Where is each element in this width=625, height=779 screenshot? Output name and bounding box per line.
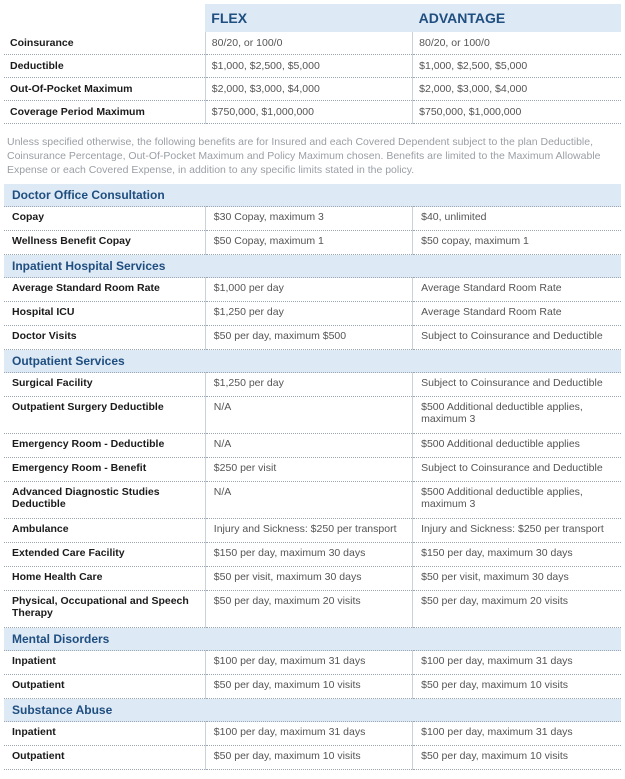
benefit-row — [4, 231, 621, 255]
benefit-row — [4, 675, 621, 699]
benefit-flex-value: $100 per day, maximum 31 days — [205, 722, 412, 746]
summary-row-advantage-value: 80/20, or 100/0 — [413, 32, 621, 55]
benefit-advantage-value: Injury and Sickness: $250 per transport — [413, 519, 621, 543]
summary-row-flex-value: $750,000, $1,000,000 — [205, 101, 412, 124]
benefit-flex-value: $50 Copay, maximum 1 — [205, 231, 412, 255]
benefit-row — [4, 397, 621, 434]
summary-row-flex-value: $1,000, $2,500, $5,000 — [205, 55, 412, 78]
summary-row — [4, 55, 621, 78]
summary-row-advantage-value: $1,000, $2,500, $5,000 — [413, 55, 621, 78]
section-title: Doctor Office Consultation — [4, 184, 621, 207]
summary-header-blank — [4, 4, 205, 32]
benefit-flex-value: $100 per day, maximum 31 days — [205, 651, 412, 675]
benefit-advantage-value: $50 per day, maximum 10 visits — [413, 746, 621, 770]
benefits-comparison-page — [4, 0, 621, 770]
benefit-label: Copay — [4, 207, 205, 231]
benefit-advantage-value: Subject to Coinsurance and Deductible — [413, 373, 621, 397]
summary-table — [4, 4, 621, 124]
section-header-row — [4, 184, 621, 207]
benefit-label: Wellness Benefit Copay — [4, 231, 205, 255]
summary-row-label: Coinsurance — [4, 32, 205, 55]
benefit-label: Extended Care Facility — [4, 543, 205, 567]
benefit-advantage-value: $50 copay, maximum 1 — [413, 231, 621, 255]
benefit-flex-value: $50 per day, maximum $500 — [205, 326, 412, 350]
benefit-label: Hospital ICU — [4, 302, 205, 326]
benefit-row — [4, 278, 621, 302]
benefit-row — [4, 746, 621, 770]
benefit-row — [4, 651, 621, 675]
benefit-label: Emergency Room - Deductible — [4, 434, 205, 458]
benefit-advantage-value: $50 per day, maximum 20 visits — [413, 591, 621, 628]
benefit-advantage-value: $50 per visit, maximum 30 days — [413, 567, 621, 591]
benefit-advantage-value: Subject to Coinsurance and Deductible — [413, 326, 621, 350]
benefit-advantage-value: $500 Additional deductible applies — [413, 434, 621, 458]
benefit-label: Average Standard Room Rate — [4, 278, 205, 302]
summary-row — [4, 32, 621, 55]
section-header-row — [4, 350, 621, 373]
summary-header-row — [4, 4, 621, 32]
benefit-row — [4, 567, 621, 591]
summary-row — [4, 101, 621, 124]
section-header-row — [4, 699, 621, 722]
benefit-label: Outpatient — [4, 675, 205, 699]
section-header-row — [4, 628, 621, 651]
benefit-row — [4, 482, 621, 519]
benefit-row — [4, 591, 621, 628]
benefits-table — [4, 184, 621, 770]
benefit-flex-value: $50 per day, maximum 20 visits — [205, 591, 412, 628]
benefits-note: Unless specified otherwise, the following benefits are for Insured and each Covered Dependent subject to the plan Deductible, Coinsurance Percentage, Out-Of-Pocket Maximum and Policy Maximum chosen. Benefits are limited to the Maximum Allowable Expense or each Covered Expense, in addition to any specific limits stated in the policy. — [7, 136, 601, 176]
benefit-label: Outpatient Surgery Deductible — [4, 397, 205, 434]
benefit-flex-value: $150 per day, maximum 30 days — [205, 543, 412, 567]
benefit-advantage-value: $500 Additional deductible applies, maximum 3 — [413, 482, 621, 519]
benefit-row — [4, 434, 621, 458]
section-title: Substance Abuse — [4, 699, 621, 722]
benefit-label: Emergency Room - Benefit — [4, 458, 205, 482]
benefit-label: Inpatient — [4, 722, 205, 746]
benefit-row — [4, 722, 621, 746]
benefit-advantage-value: $100 per day, maximum 31 days — [413, 722, 621, 746]
benefit-label: Surgical Facility — [4, 373, 205, 397]
benefit-label: Physical, Occupational and Speech Therapy — [4, 591, 205, 628]
benefit-row — [4, 207, 621, 231]
section-title: Outpatient Services — [4, 350, 621, 373]
benefit-flex-value: $30 Copay, maximum 3 — [205, 207, 412, 231]
summary-row-label: Deductible — [4, 55, 205, 78]
benefit-flex-value: $50 per visit, maximum 30 days — [205, 567, 412, 591]
section-header-row — [4, 255, 621, 278]
flex-plan-header: FLEX — [205, 4, 412, 32]
summary-row-flex-value: 80/20, or 100/0 — [205, 32, 412, 55]
benefit-advantage-value: $40, unlimited — [413, 207, 621, 231]
benefit-advantage-value: $100 per day, maximum 31 days — [413, 651, 621, 675]
benefit-flex-value: N/A — [205, 482, 412, 519]
benefit-advantage-value: $500 Additional deductible applies, maximum 3 — [413, 397, 621, 434]
summary-row-flex-value: $2,000, $3,000, $4,000 — [205, 78, 412, 101]
benefit-row — [4, 373, 621, 397]
summary-row — [4, 78, 621, 101]
benefit-flex-value: $1,250 per day — [205, 373, 412, 397]
benefit-row — [4, 543, 621, 567]
benefit-advantage-value: Average Standard Room Rate — [413, 278, 621, 302]
benefit-advantage-value: Average Standard Room Rate — [413, 302, 621, 326]
benefit-label: Advanced Diagnostic Studies Deductible — [4, 482, 205, 519]
summary-row-label: Out-Of-Pocket Maximum — [4, 78, 205, 101]
benefit-label: Outpatient — [4, 746, 205, 770]
benefit-flex-value: N/A — [205, 397, 412, 434]
benefit-advantage-value: $150 per day, maximum 30 days — [413, 543, 621, 567]
summary-row-label: Coverage Period Maximum — [4, 101, 205, 124]
benefit-flex-value: $1,250 per day — [205, 302, 412, 326]
benefit-row — [4, 302, 621, 326]
benefit-label: Home Health Care — [4, 567, 205, 591]
benefit-flex-value: $50 per day, maximum 10 visits — [205, 746, 412, 770]
section-title: Mental Disorders — [4, 628, 621, 651]
benefit-label: Doctor Visits — [4, 326, 205, 350]
benefit-flex-value: $50 per day, maximum 10 visits — [205, 675, 412, 699]
benefit-flex-value: Injury and Sickness: $250 per transport — [205, 519, 412, 543]
benefit-flex-value: N/A — [205, 434, 412, 458]
benefit-row — [4, 458, 621, 482]
benefit-flex-value: $1,000 per day — [205, 278, 412, 302]
benefit-label: Inpatient — [4, 651, 205, 675]
summary-row-advantage-value: $750,000, $1,000,000 — [413, 101, 621, 124]
summary-row-advantage-value: $2,000, $3,000, $4,000 — [413, 78, 621, 101]
benefit-advantage-value: Subject to Coinsurance and Deductible — [413, 458, 621, 482]
advantage-plan-header: ADVANTAGE — [413, 4, 621, 32]
benefit-label: Ambulance — [4, 519, 205, 543]
benefit-flex-value: $250 per visit — [205, 458, 412, 482]
benefit-row — [4, 326, 621, 350]
benefit-row — [4, 519, 621, 543]
benefit-advantage-value: $50 per day, maximum 10 visits — [413, 675, 621, 699]
section-title: Inpatient Hospital Services — [4, 255, 621, 278]
